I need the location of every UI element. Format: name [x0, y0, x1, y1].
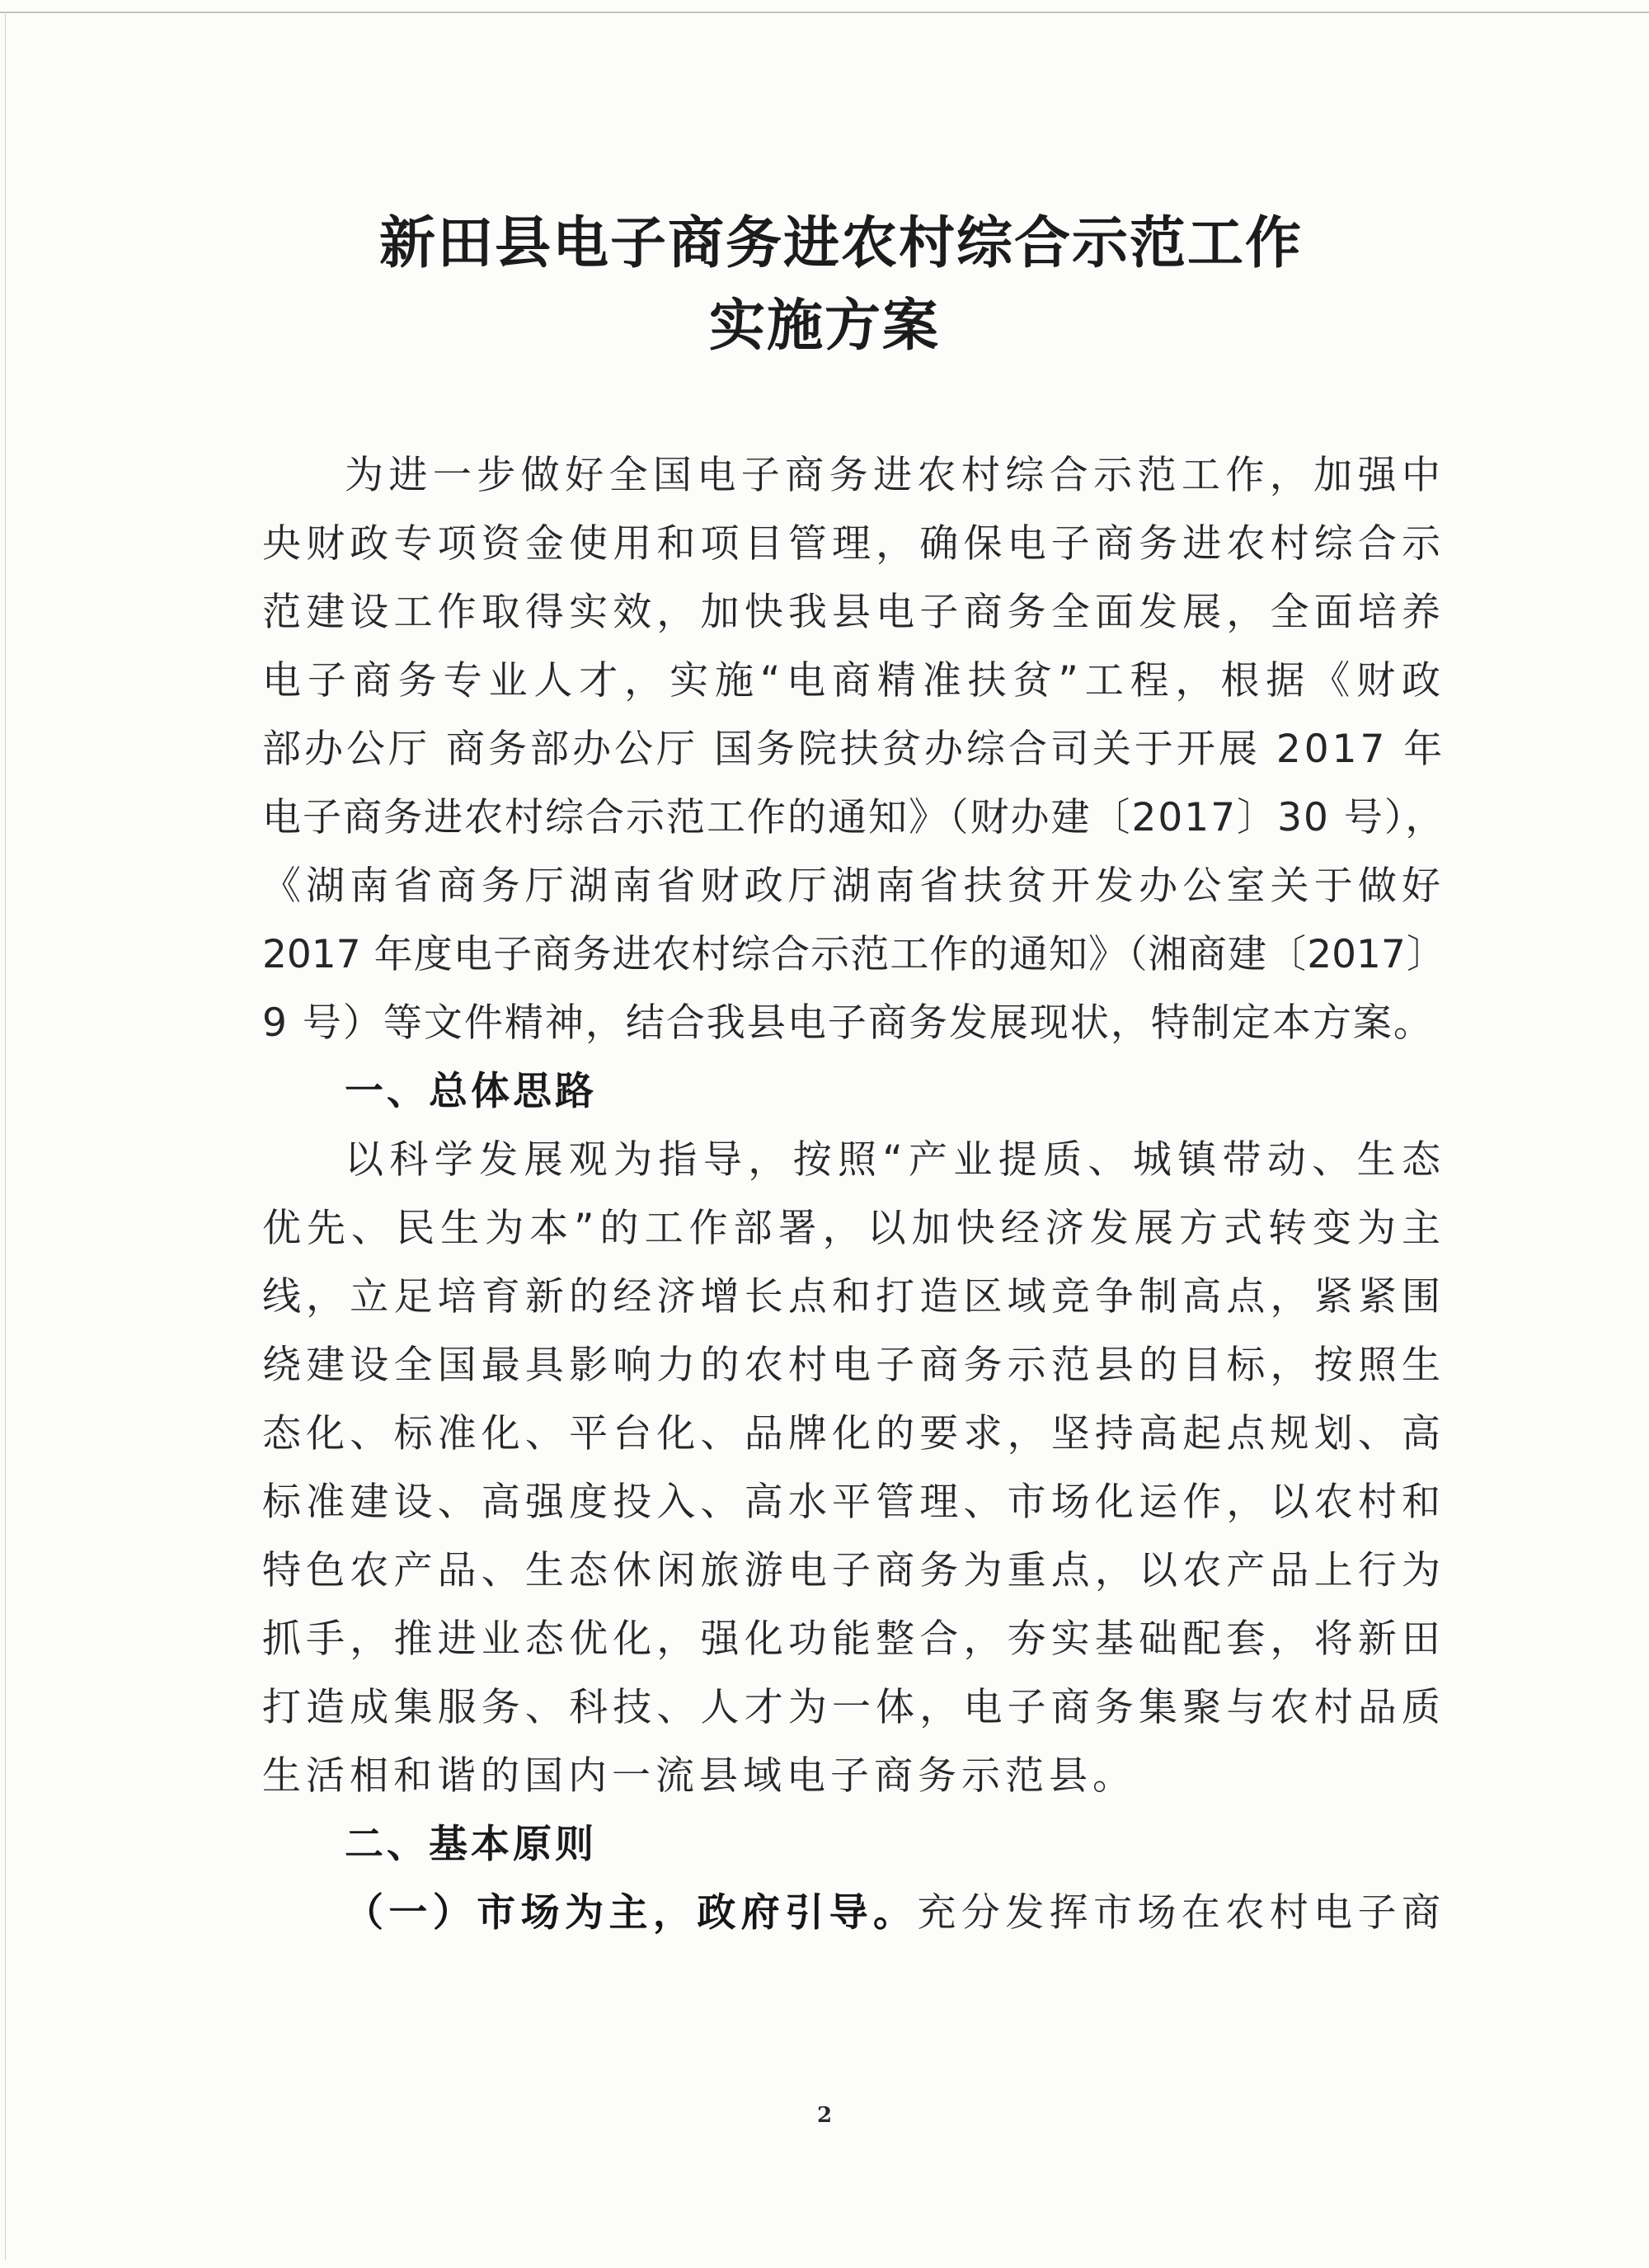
text-line: 以科学发展观为指导，按照“产业提质、城镇带动、生态 — [345, 1137, 1445, 1183]
text-line: 2017 年度电子商务进农村综合示范工作的通知》（湘商建〔2017〕 — [262, 932, 1445, 977]
title-line-1: 新田县电子商务进农村综合示范工作 — [378, 210, 1303, 276]
principle-item-1-text: 充分发挥市场在农村电子商 — [917, 1890, 1446, 1936]
title-line-2: 实施方案 — [708, 293, 940, 359]
overall-approach-paragraph — [262, 1126, 1445, 1810]
section-heading-basic-principles: 二、基本原则 — [345, 1822, 597, 1867]
text-line: 打造成集服务、科技、人才为一体，电子商务集聚与农村品质 — [262, 1685, 1445, 1730]
principle-item-1 — [262, 1879, 1445, 1947]
principle-item-1-title: （一）市场为主，政府引导。 — [345, 1890, 918, 1936]
text-line: 央财政专项资金使用和项目管理，确保电子商务进农村综合示 — [262, 521, 1445, 567]
document-title — [0, 202, 1649, 367]
section-heading-overall-approach: 一、总体思路 — [345, 1069, 597, 1114]
text-line: 部办公厅 商务部办公厅 国务院扶贫办综合司关于开展 2017 年 — [262, 727, 1446, 772]
text-line: 电子商务进农村综合示范工作的通知》（财办建〔2017〕30 号）， — [262, 795, 1446, 840]
text-line: 标准建设、高强度投入、高水平管理、市场化运作，以农村和 — [262, 1480, 1445, 1525]
intro-paragraph — [262, 441, 1445, 1057]
text-line: 抓手，推进业态优化，强化功能整合，夯实基础配套，将新田 — [262, 1616, 1445, 1662]
text-line: 范建设工作取得实效，加快我县电子商务全面发展，全面培养 — [262, 590, 1445, 635]
text-line: 生活相和谐的国内一流县域电子商务示范县。 — [262, 1753, 1136, 1799]
scan-top-edge — [0, 12, 1649, 13]
text-line: 线，立足培育新的经济增长点和打造区域竞争制高点，紧紧围 — [262, 1274, 1445, 1320]
text-line: 为进一步做好全国电子商务进农村综合示范工作，加强中 — [345, 453, 1445, 498]
text-line: 9 号）等文件精神，结合我县电子商务发展现状，特制定本方案。 — [262, 1000, 1434, 1046]
text-line: 态化、标准化、平台化、品牌化的要求，坚持高起点规划、高 — [262, 1411, 1445, 1456]
document-body — [262, 441, 1445, 1947]
text-line: 《湖南省商务厅湖南省财政厅湖南省扶贫开发办公室关于做好 — [262, 863, 1445, 909]
text-line: 优先、民生为本”的工作部署，以加快经济发展方式转变为主 — [262, 1206, 1445, 1251]
text-line: 绕建设全国最具影响力的农村电子商务示范县的目标，按照生 — [262, 1343, 1445, 1388]
text-line: 电子商务专业人才，实施“电商精准扶贫”工程，根据《财政 — [262, 658, 1445, 703]
page-number: 2 — [816, 2103, 833, 2128]
text-line: 特色农产品、生态休闲旅游电子商务为重点，以农产品上行为 — [262, 1548, 1445, 1593]
